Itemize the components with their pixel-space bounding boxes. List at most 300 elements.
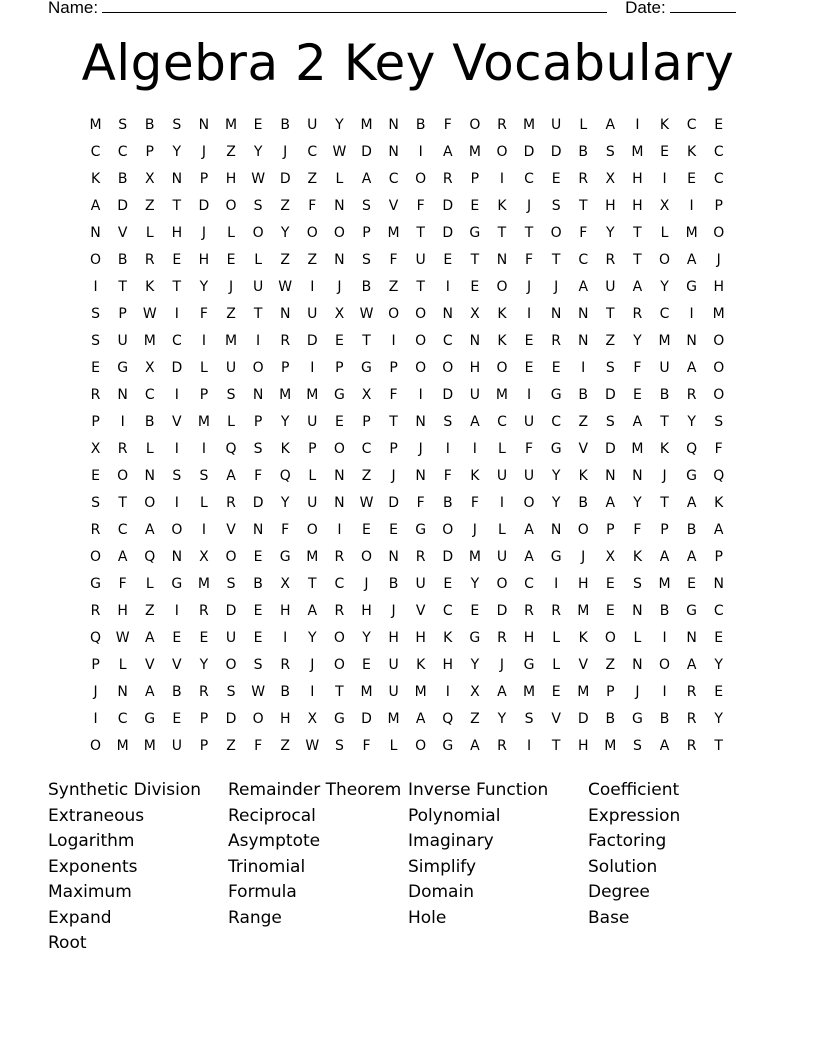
grid-letter: S [334, 738, 344, 754]
grid-letter: Q [144, 549, 156, 565]
grid-letter: D [388, 495, 399, 511]
grid-letter: I [418, 387, 423, 403]
grid-letter: U [307, 117, 318, 133]
grid-letter: S [172, 468, 182, 484]
grid-letter: P [199, 711, 209, 727]
grid-letter: Z [144, 198, 155, 214]
grid-letter: G [361, 360, 372, 376]
grid-letter: B [144, 117, 155, 133]
grid-letter: Q [713, 468, 725, 484]
grid-letter: O [550, 225, 562, 241]
grid-letter: G [117, 360, 129, 376]
grid-letter: D [442, 387, 454, 403]
grid-letter: O [442, 522, 454, 538]
word-bank-item: Coefficient [588, 780, 680, 800]
grid-letter: E [714, 117, 724, 133]
grid-letter: L [200, 495, 208, 511]
grid-letter: S [91, 306, 100, 322]
grid-letter: R [117, 441, 128, 457]
grid-letter: U [523, 468, 535, 484]
grid-letter: C [334, 576, 345, 592]
grid-letter: N [415, 468, 426, 484]
grid-letter: D [117, 198, 129, 214]
grid-letter: L [308, 468, 317, 484]
grid-letter: J [391, 468, 396, 484]
grid-letter: M [306, 387, 319, 403]
grid-letter: Z [280, 252, 290, 268]
grid-letter: I [526, 738, 532, 754]
grid-letter: T [416, 279, 425, 295]
grid-letter: Z [388, 279, 399, 295]
word-bank-item: Degree [588, 882, 650, 902]
grid-letter: Z [470, 711, 480, 727]
grid-letter: C [524, 576, 534, 592]
grid-letter: E [470, 279, 480, 295]
grid-letter: B [659, 603, 670, 619]
grid-letter: H [469, 360, 481, 376]
grid-letter: E [362, 522, 371, 538]
grid-letter: A [632, 279, 643, 295]
grid-letter: P [714, 198, 723, 214]
grid-letter: Y [470, 576, 480, 592]
grid-letter: I [418, 144, 423, 160]
grid-letter: N [388, 549, 399, 565]
grid-letter: M [360, 684, 373, 700]
grid-letter: U [117, 333, 128, 349]
grid-letter: D [550, 144, 562, 160]
grid-letter: Y [362, 630, 371, 646]
grid-letter: E [551, 360, 561, 376]
grid-letter: S [714, 414, 724, 430]
grid-letter: T [633, 252, 642, 268]
grid-letter: Q [279, 468, 291, 484]
grid-letter: A [442, 144, 453, 160]
word-bank-item: Formula [228, 882, 297, 902]
grid-letter: H [279, 711, 291, 727]
grid-letter: M [224, 117, 238, 133]
grid-letter: S [253, 657, 263, 673]
grid-letter: D [279, 171, 291, 187]
grid-letter: M [197, 414, 210, 430]
grid-letter: E [253, 117, 263, 133]
grid-letter: Y [714, 657, 723, 673]
grid-letter: A [686, 495, 697, 511]
grid-letter: D [577, 711, 589, 727]
grid-letter: Y [199, 279, 209, 295]
grid-letter: N [117, 684, 128, 700]
grid-letter: M [468, 144, 481, 160]
grid-letter: R [551, 603, 561, 619]
grid-letter: T [497, 225, 507, 241]
grid-letter: N [632, 468, 643, 484]
grid-letter: T [578, 198, 588, 214]
grid-letter: R [415, 549, 426, 565]
grid-letter: H [198, 252, 210, 268]
grid-letter: R [497, 630, 507, 646]
grid-letter: Z [226, 738, 236, 754]
grid-letter: G [415, 522, 427, 538]
grid-letter: W [142, 306, 157, 322]
grid-letter: H [117, 603, 128, 619]
grid-letter: B [578, 387, 589, 403]
grid-letter: R [578, 171, 589, 187]
grid-letter: Y [280, 414, 290, 430]
grid-letter: T [118, 495, 127, 511]
grid-letter: S [172, 117, 182, 133]
grid-letter: O [90, 252, 102, 268]
grid-letter: S [362, 198, 371, 214]
grid-letter: U [252, 279, 264, 295]
grid-letter: S [443, 414, 453, 430]
grid-letter: L [254, 252, 263, 268]
word-bank-item: Domain [408, 882, 474, 902]
grid-letter: U [307, 306, 318, 322]
grid-letter: F [525, 252, 534, 268]
grid-letter: I [662, 171, 667, 187]
grid-letter: Y [172, 144, 182, 160]
grid-letter: E [470, 603, 480, 619]
grid-letter: M [495, 387, 508, 403]
grid-letter: U [605, 279, 616, 295]
grid-letter: J [526, 198, 532, 214]
grid-letter: I [635, 117, 640, 133]
grid-letter: A [686, 252, 697, 268]
word-bank-item: Inverse Function [408, 780, 549, 800]
grid-letter: B [280, 684, 290, 700]
grid-letter: O [713, 333, 725, 349]
grid-letter: O [388, 306, 400, 322]
grid-letter: E [443, 252, 453, 268]
grid-letter: J [554, 279, 559, 295]
grid-letter: S [605, 414, 615, 430]
grid-letter: A [524, 522, 534, 538]
grid-letter: D [306, 333, 318, 349]
grid-letter: A [361, 171, 372, 187]
word-bank-item: Maximum [48, 882, 132, 902]
grid-letter: H [577, 738, 589, 754]
grid-letter: J [418, 441, 423, 457]
grid-letter: E [551, 684, 561, 700]
grid-letter: L [200, 360, 208, 376]
grid-letter: Z [578, 414, 589, 430]
grid-letter: A [90, 198, 101, 214]
grid-letter: S [226, 576, 236, 592]
grid-row [82, 166, 734, 193]
grid-letter: G [686, 279, 698, 295]
word-bank-item: Base [588, 907, 630, 928]
word-bank-item: Root [48, 933, 87, 953]
grid-letter: H [361, 603, 372, 619]
grid-letter: Y [606, 225, 615, 241]
grid-letter: O [415, 738, 427, 754]
word-bank-item: Reciprocal [228, 805, 316, 826]
grid-letter: A [307, 603, 318, 619]
grid-letter: E [253, 603, 263, 619]
grid-letter: J [716, 252, 721, 268]
grid-letter: R [632, 306, 643, 322]
grid-letter: M [523, 117, 536, 133]
grid-row [82, 733, 734, 760]
grid-letter: H [171, 225, 183, 241]
grid-letter: O [360, 549, 372, 565]
grid-letter: O [333, 657, 345, 673]
grid-letter: S [253, 441, 263, 457]
date-label: Date: [625, 0, 666, 17]
grid-letter: N [469, 333, 481, 349]
grid-letter: X [470, 684, 480, 700]
grid-row [82, 409, 734, 436]
grid-letter: R [226, 495, 236, 511]
grid-letter: R [90, 522, 101, 538]
grid-row [82, 247, 734, 274]
grid-letter: R [280, 657, 291, 673]
grid-letter: L [389, 738, 398, 754]
grid-letter: F [389, 252, 398, 268]
grid-letter: C [659, 306, 670, 322]
grid-letter: B [253, 576, 263, 592]
grid-letter: R [686, 738, 697, 754]
grid-letter: V [578, 441, 589, 457]
grid-letter: J [228, 279, 234, 295]
grid-letter: P [362, 225, 371, 241]
grid-letter: A [524, 549, 534, 565]
grid-letter: W [359, 306, 374, 322]
grid-row [82, 220, 734, 247]
grid-letter: C [713, 603, 724, 619]
grid-letter: S [199, 468, 209, 484]
grid-letter: N [388, 117, 399, 133]
grid-letter: L [118, 657, 127, 673]
grid-letter: Z [605, 333, 616, 349]
grid-letter: D [604, 387, 616, 403]
grid-letter: K [416, 657, 426, 673]
grid-letter: I [201, 522, 206, 538]
grid-letter: M [116, 738, 129, 754]
grid-letter: L [552, 657, 561, 673]
grid-letter: F [525, 441, 534, 457]
grid-letter: N [334, 495, 345, 511]
grid-letter: C [442, 603, 453, 619]
word-bank-item: Range [228, 907, 282, 928]
grid-letter: E [632, 387, 642, 403]
grid-letter: S [605, 360, 615, 376]
grid-letter: V [388, 198, 399, 214]
grid-letter: G [469, 225, 481, 241]
word-bank-item: Asymptote [228, 831, 321, 851]
grid-letter: C [442, 333, 453, 349]
grid-letter: X [280, 576, 290, 592]
grid-letter: P [389, 360, 398, 376]
grid-letter: K [497, 333, 507, 349]
grid-letter: F [308, 198, 317, 214]
grid-letter: B [659, 387, 670, 403]
grid-letter: R [497, 117, 507, 133]
grid-letter: X [144, 360, 155, 376]
grid-letter: U [496, 468, 508, 484]
grid-letter: G [90, 576, 101, 592]
grid-letter: I [581, 360, 586, 376]
grid-letter: U [307, 495, 318, 511]
grid-letter: U [551, 117, 562, 133]
grid-letter: O [659, 657, 671, 673]
grid-letter: T [389, 414, 398, 430]
grid-letter: M [604, 738, 617, 754]
grid-letter: P [714, 549, 723, 565]
grid-letter: F [281, 522, 290, 538]
grid-row [82, 112, 734, 139]
grid-letter: C [117, 144, 128, 160]
grid-letter: O [496, 576, 508, 592]
grid-letter: I [554, 576, 559, 592]
grid-letter: G [686, 468, 698, 484]
grid-letter: R [334, 603, 345, 619]
grid-letter: S [632, 738, 642, 754]
grid-letter: X [361, 387, 372, 403]
grid-letter: R [605, 252, 616, 268]
grid-letter: X [605, 171, 616, 187]
grid-letter: T [172, 279, 182, 295]
grid-letter: X [334, 306, 345, 322]
grid-letter: O [90, 549, 102, 565]
grid-letter: B [605, 711, 616, 727]
grid-letter: E [470, 198, 480, 214]
grid-letter: T [606, 306, 615, 322]
grid-letter: I [201, 333, 206, 349]
grid-letter: Y [497, 711, 507, 727]
grid-row [82, 301, 734, 328]
grid-letter: D [496, 603, 508, 619]
grid-letter: F [633, 360, 642, 376]
grid-letter: X [659, 198, 670, 214]
grid-letter: I [283, 630, 288, 646]
grid-letter: U [415, 252, 426, 268]
grid-letter: O [713, 360, 725, 376]
grid-letter: I [662, 684, 667, 700]
grid-letter: E [91, 360, 100, 376]
grid-letter: W [305, 738, 320, 754]
grid-letter: E [714, 630, 724, 646]
grid-letter: B [117, 252, 128, 268]
grid-letter: A [578, 279, 589, 295]
grid-letter: Y [551, 495, 561, 511]
grid-letter: L [633, 630, 642, 646]
grid-letter: A [632, 414, 643, 430]
grid-letter: E [687, 576, 697, 592]
grid-letter: J [391, 603, 396, 619]
grid-letter: X [90, 441, 101, 457]
grid-letter: I [120, 414, 125, 430]
grid-row [82, 544, 734, 571]
grid-letter: L [498, 522, 506, 538]
grid-letter: N [252, 522, 264, 538]
grid-letter: I [689, 198, 694, 214]
grid-letter: E [199, 630, 209, 646]
grid-letter: F [579, 225, 588, 241]
grid-letter: A [226, 468, 236, 484]
grid-letter: I [526, 306, 532, 322]
grid-letter: O [496, 279, 508, 295]
grid-letter: W [278, 279, 293, 295]
grid-letter: I [174, 306, 179, 322]
grid-letter: P [308, 441, 317, 457]
grid-letter: I [174, 387, 179, 403]
grid-row [82, 328, 734, 355]
grid-letter: K [659, 441, 670, 457]
grid-letter: Y [633, 333, 642, 349]
grid-letter: R [199, 684, 209, 700]
grid-letter: U [469, 387, 480, 403]
grid-letter: U [307, 414, 318, 430]
grid-letter: G [333, 711, 345, 727]
grid-letter: N [415, 414, 426, 430]
grid-letter: O [252, 360, 264, 376]
grid-letter: J [364, 576, 369, 592]
grid-letter: N [144, 468, 155, 484]
grid-letter: T [172, 198, 182, 214]
grid-letter: B [415, 117, 426, 133]
grid-letter: B [442, 495, 453, 511]
grid-letter: M [143, 738, 156, 754]
grid-letter: M [279, 387, 292, 403]
grid-letter: I [93, 711, 98, 727]
grid-letter: M [306, 549, 319, 565]
grid-letter: S [91, 495, 100, 511]
grid-letter: L [552, 630, 561, 646]
grid-letter: G [686, 603, 698, 619]
grid-letter: R [90, 387, 101, 403]
grid-letter: O [252, 225, 264, 241]
grid-letter: H [442, 657, 454, 673]
grid-letter: C [171, 333, 182, 349]
grid-letter: I [499, 495, 505, 511]
grid-letter: B [280, 117, 290, 133]
grid-letter: S [118, 117, 128, 133]
grid-letter: Z [307, 171, 318, 187]
grid-letter: N [605, 468, 616, 484]
grid-letter: E [524, 333, 534, 349]
grid-letter: G [631, 711, 643, 727]
grid-letter: M [577, 603, 590, 619]
grid-letter: Z [361, 468, 372, 484]
grid-letter: E [524, 360, 534, 376]
word-bank-item: Expand [48, 907, 112, 928]
grid-letter: O [469, 117, 481, 133]
grid-letter: F [443, 117, 452, 133]
grid-letter: H [415, 630, 426, 646]
grid-letter: O [171, 522, 183, 538]
grid-letter: O [496, 144, 508, 160]
grid-letter: Y [660, 279, 669, 295]
grid-letter: U [523, 414, 535, 430]
grid-letter: R [442, 171, 453, 187]
grid-letter: B [117, 171, 128, 187]
grid-letter: D [442, 225, 454, 241]
grid-letter: M [414, 684, 427, 700]
grid-letter: N [713, 576, 724, 592]
grid-letter: N [388, 144, 399, 160]
grid-letter: E [362, 657, 371, 673]
grid-letter: Y [633, 495, 642, 511]
grid-letter: R [144, 252, 155, 268]
grid-letter: J [499, 657, 505, 673]
grid-letter: W [251, 171, 266, 187]
grid-letter: E [605, 603, 615, 619]
grid-letter: N [117, 387, 128, 403]
grid-letter: M [387, 711, 400, 727]
grid-letter: V [172, 414, 182, 430]
grid-letter: P [606, 684, 615, 700]
grid-letter: U [659, 360, 670, 376]
